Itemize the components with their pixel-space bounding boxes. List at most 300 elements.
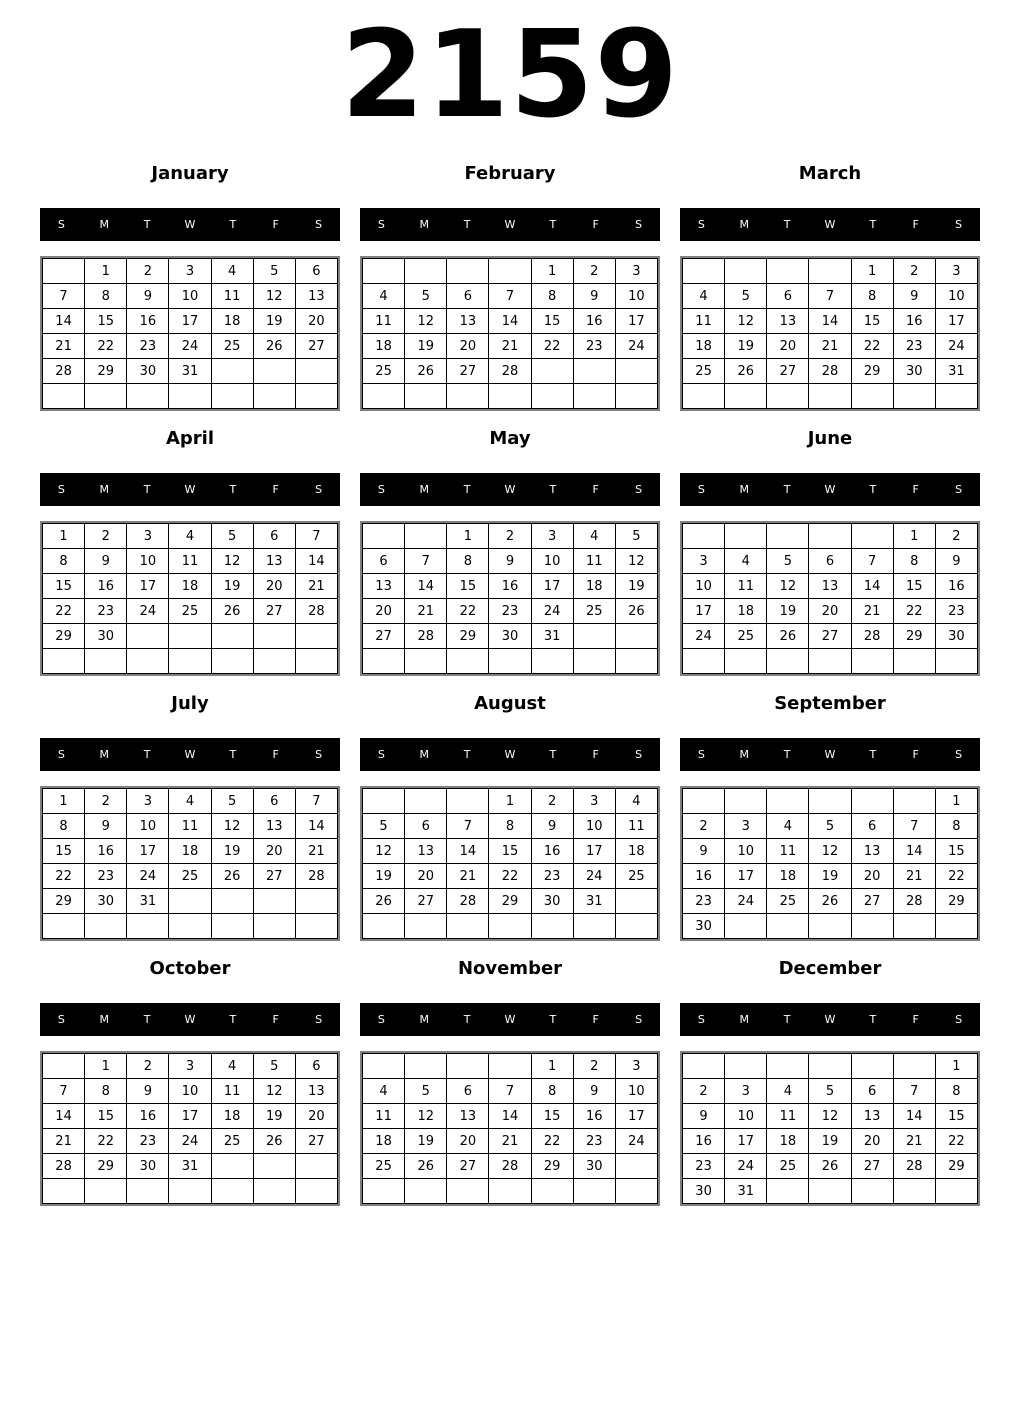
week-row <box>43 789 338 814</box>
week-row <box>43 839 338 864</box>
empty-day-cell <box>295 914 337 939</box>
empty-day-cell <box>489 384 531 409</box>
day-cell: 4 <box>615 789 657 814</box>
day-cell: 11 <box>211 284 253 309</box>
empty-day-cell <box>851 1054 893 1079</box>
empty-day-cell <box>683 259 725 284</box>
week-row <box>683 1179 978 1204</box>
empty-day-cell <box>43 1054 85 1079</box>
day-cell: 23 <box>531 864 573 889</box>
weekday-label: F <box>912 483 919 496</box>
weekday-label: T <box>229 1013 237 1026</box>
empty-day-cell <box>935 649 977 674</box>
day-cell: 20 <box>363 599 405 624</box>
empty-day-cell <box>893 914 935 939</box>
week-row <box>43 259 338 284</box>
day-cell: 4 <box>211 1054 253 1079</box>
empty-day-cell <box>767 789 809 814</box>
empty-day-cell <box>573 1179 615 1204</box>
empty-day-cell <box>809 259 851 284</box>
day-cell: 19 <box>253 1104 295 1129</box>
empty-day-cell <box>363 259 405 284</box>
week-row <box>43 814 338 839</box>
day-cell: 25 <box>169 864 211 889</box>
empty-day-cell <box>531 649 573 674</box>
weekday-label: S <box>57 1013 65 1026</box>
week-row <box>43 334 338 359</box>
empty-day-cell <box>169 649 211 674</box>
month-july <box>40 690 340 941</box>
day-cell: 11 <box>767 1104 809 1129</box>
day-cell: 13 <box>767 309 809 334</box>
day-cell: 29 <box>935 889 977 914</box>
empty-day-cell <box>363 1179 405 1204</box>
day-cell: 10 <box>169 1079 211 1104</box>
weekday-label: S <box>377 1013 385 1026</box>
day-cell: 9 <box>573 1079 615 1104</box>
month-title: October <box>149 958 231 979</box>
calendar-table <box>42 258 338 409</box>
day-cell: 2 <box>573 1054 615 1079</box>
day-cell: 21 <box>295 574 337 599</box>
day-cell: 25 <box>683 359 725 384</box>
empty-day-cell <box>767 384 809 409</box>
empty-day-cell <box>211 1154 253 1179</box>
day-cell: 28 <box>893 889 935 914</box>
day-cell: 18 <box>615 839 657 864</box>
day-cell: 14 <box>809 309 851 334</box>
day-cell: 15 <box>851 309 893 334</box>
weekday-header <box>680 738 980 771</box>
day-cell: 19 <box>211 839 253 864</box>
day-cell: 30 <box>85 624 127 649</box>
month-april <box>40 425 340 676</box>
day-cell: 15 <box>447 574 489 599</box>
week-row <box>363 384 658 409</box>
day-cell: 28 <box>43 359 85 384</box>
day-cell: 8 <box>447 549 489 574</box>
empty-day-cell <box>405 524 447 549</box>
day-cell: 19 <box>405 334 447 359</box>
week-row <box>683 789 978 814</box>
day-cell: 30 <box>935 624 977 649</box>
day-cell: 10 <box>127 549 169 574</box>
day-cell: 15 <box>531 1104 573 1129</box>
day-cell: 31 <box>127 889 169 914</box>
empty-day-cell <box>363 524 405 549</box>
week-row <box>363 889 658 914</box>
day-cell: 14 <box>43 1104 85 1129</box>
day-cell: 18 <box>767 864 809 889</box>
week-row <box>363 649 658 674</box>
weekday-label: S <box>955 1013 963 1026</box>
day-cell: 5 <box>253 259 295 284</box>
day-cell: 14 <box>893 839 935 864</box>
empty-day-cell <box>295 624 337 649</box>
day-cell: 2 <box>489 524 531 549</box>
week-row <box>43 574 338 599</box>
calendar-grid <box>680 1051 980 1206</box>
day-cell: 1 <box>489 789 531 814</box>
day-cell: 12 <box>405 1104 447 1129</box>
day-cell: 9 <box>85 549 127 574</box>
day-cell: 28 <box>295 599 337 624</box>
week-row <box>43 1054 338 1079</box>
day-cell: 27 <box>295 334 337 359</box>
week-row <box>363 284 658 309</box>
day-cell: 4 <box>169 524 211 549</box>
empty-day-cell <box>809 914 851 939</box>
empty-day-cell <box>295 1154 337 1179</box>
day-cell: 21 <box>851 599 893 624</box>
day-cell: 6 <box>447 1079 489 1104</box>
week-row <box>363 1054 658 1079</box>
day-cell: 8 <box>85 1079 127 1104</box>
day-cell: 26 <box>253 334 295 359</box>
day-cell: 26 <box>211 599 253 624</box>
weekday-label: S <box>57 483 65 496</box>
day-cell: 3 <box>169 259 211 284</box>
empty-day-cell <box>363 384 405 409</box>
day-cell: 8 <box>531 284 573 309</box>
weekday-label: T <box>783 218 791 231</box>
week-row <box>43 624 338 649</box>
weekday-header <box>360 208 660 241</box>
month-february <box>360 160 660 411</box>
day-cell: 1 <box>851 259 893 284</box>
empty-day-cell <box>573 649 615 674</box>
day-cell: 30 <box>683 1179 725 1204</box>
day-cell: 31 <box>169 359 211 384</box>
day-cell: 30 <box>531 889 573 914</box>
day-cell: 14 <box>489 309 531 334</box>
weekday-label: W <box>504 748 516 761</box>
day-cell: 2 <box>85 789 127 814</box>
day-cell: 14 <box>405 574 447 599</box>
weekday-label: F <box>272 748 279 761</box>
day-cell: 1 <box>893 524 935 549</box>
day-cell: 8 <box>531 1079 573 1104</box>
weekday-label: F <box>912 218 919 231</box>
empty-day-cell <box>683 384 725 409</box>
day-cell: 12 <box>253 284 295 309</box>
day-cell: 20 <box>405 864 447 889</box>
empty-day-cell <box>43 259 85 284</box>
weekday-label: S <box>315 218 323 231</box>
week-row <box>683 814 978 839</box>
day-cell: 13 <box>405 839 447 864</box>
day-cell: 17 <box>615 309 657 334</box>
empty-day-cell <box>295 889 337 914</box>
day-cell: 15 <box>85 309 127 334</box>
week-row <box>683 649 978 674</box>
day-cell: 5 <box>809 814 851 839</box>
weekday-label: F <box>592 483 599 496</box>
week-row <box>363 1154 658 1179</box>
day-cell: 7 <box>893 1079 935 1104</box>
weekday-label: W <box>184 483 196 496</box>
month-december <box>680 955 980 1206</box>
day-cell: 23 <box>573 334 615 359</box>
weekday-header <box>680 1003 980 1036</box>
empty-day-cell <box>893 1179 935 1204</box>
day-cell: 9 <box>573 284 615 309</box>
day-cell: 23 <box>683 889 725 914</box>
calendar-grid <box>680 786 980 941</box>
day-cell: 22 <box>85 334 127 359</box>
empty-day-cell <box>809 524 851 549</box>
day-cell: 7 <box>809 284 851 309</box>
weekday-label: S <box>635 748 643 761</box>
day-cell: 21 <box>43 334 85 359</box>
day-cell: 5 <box>725 284 767 309</box>
day-cell: 4 <box>683 284 725 309</box>
empty-day-cell <box>573 384 615 409</box>
weekday-label: T <box>143 1013 151 1026</box>
day-cell: 30 <box>489 624 531 649</box>
day-cell: 25 <box>363 1154 405 1179</box>
day-cell: 20 <box>447 1129 489 1154</box>
day-cell: 31 <box>573 889 615 914</box>
empty-day-cell <box>253 649 295 674</box>
day-cell: 6 <box>295 259 337 284</box>
calendar-table <box>42 1053 338 1204</box>
day-cell: 20 <box>767 334 809 359</box>
day-cell: 17 <box>725 864 767 889</box>
day-cell: 1 <box>85 259 127 284</box>
week-row <box>683 574 978 599</box>
day-cell: 12 <box>363 839 405 864</box>
day-cell: 10 <box>169 284 211 309</box>
day-cell: 1 <box>531 1054 573 1079</box>
week-row <box>683 334 978 359</box>
day-cell: 16 <box>531 839 573 864</box>
day-cell: 24 <box>127 599 169 624</box>
weekday-label: S <box>697 483 705 496</box>
day-cell: 11 <box>363 309 405 334</box>
day-cell: 26 <box>615 599 657 624</box>
empty-day-cell <box>169 889 211 914</box>
day-cell: 19 <box>405 1129 447 1154</box>
day-cell: 18 <box>211 309 253 334</box>
empty-day-cell <box>851 789 893 814</box>
weekday-label: S <box>955 483 963 496</box>
day-cell: 11 <box>211 1079 253 1104</box>
day-cell: 28 <box>893 1154 935 1179</box>
day-cell: 21 <box>489 334 531 359</box>
weekday-label: T <box>869 218 877 231</box>
day-cell: 21 <box>893 864 935 889</box>
weekday-label: T <box>549 483 557 496</box>
empty-day-cell <box>447 914 489 939</box>
day-cell: 18 <box>767 1129 809 1154</box>
day-cell: 5 <box>253 1054 295 1079</box>
day-cell: 18 <box>573 574 615 599</box>
empty-day-cell <box>725 789 767 814</box>
day-cell: 16 <box>573 309 615 334</box>
empty-day-cell <box>405 384 447 409</box>
day-cell: 12 <box>725 309 767 334</box>
day-cell: 9 <box>489 549 531 574</box>
day-cell: 2 <box>683 814 725 839</box>
day-cell: 4 <box>767 1079 809 1104</box>
day-cell: 9 <box>127 284 169 309</box>
empty-day-cell <box>43 914 85 939</box>
day-cell: 16 <box>127 309 169 334</box>
day-cell: 13 <box>363 574 405 599</box>
empty-day-cell <box>405 1054 447 1079</box>
weekday-label: M <box>739 1013 750 1026</box>
week-row <box>363 814 658 839</box>
calendar-grid <box>680 521 980 676</box>
empty-day-cell <box>893 789 935 814</box>
day-cell: 2 <box>683 1079 725 1104</box>
week-row <box>363 549 658 574</box>
calendar-grid <box>360 786 660 941</box>
day-cell: 17 <box>169 309 211 334</box>
day-cell: 7 <box>447 814 489 839</box>
day-cell: 7 <box>295 524 337 549</box>
day-cell: 9 <box>683 1104 725 1129</box>
day-cell: 16 <box>683 864 725 889</box>
day-cell: 18 <box>363 1129 405 1154</box>
day-cell: 16 <box>489 574 531 599</box>
day-cell: 31 <box>169 1154 211 1179</box>
day-cell: 22 <box>531 1129 573 1154</box>
week-row <box>43 1079 338 1104</box>
week-row <box>683 284 978 309</box>
month-january <box>40 160 340 411</box>
day-cell: 24 <box>683 624 725 649</box>
calendar-grid <box>360 521 660 676</box>
day-cell: 27 <box>447 359 489 384</box>
empty-day-cell <box>809 649 851 674</box>
weekday-label: M <box>99 1013 110 1026</box>
day-cell: 14 <box>295 549 337 574</box>
week-row <box>683 889 978 914</box>
day-cell: 23 <box>935 599 977 624</box>
day-cell: 6 <box>363 549 405 574</box>
day-cell: 27 <box>447 1154 489 1179</box>
day-cell: 7 <box>851 549 893 574</box>
day-cell: 26 <box>767 624 809 649</box>
empty-day-cell <box>573 914 615 939</box>
day-cell: 12 <box>809 839 851 864</box>
empty-day-cell <box>615 889 657 914</box>
empty-day-cell <box>363 649 405 674</box>
day-cell: 25 <box>767 1154 809 1179</box>
weekday-label: S <box>635 1013 643 1026</box>
day-cell: 8 <box>935 814 977 839</box>
weekday-label: S <box>635 218 643 231</box>
empty-day-cell <box>363 1054 405 1079</box>
day-cell: 25 <box>725 624 767 649</box>
day-cell: 27 <box>363 624 405 649</box>
week-row <box>43 889 338 914</box>
month-title: August <box>474 693 546 714</box>
empty-day-cell <box>447 1179 489 1204</box>
day-cell: 13 <box>253 549 295 574</box>
day-cell: 12 <box>405 309 447 334</box>
weekday-label: M <box>739 748 750 761</box>
day-cell: 4 <box>725 549 767 574</box>
empty-day-cell <box>767 1179 809 1204</box>
empty-day-cell <box>253 1179 295 1204</box>
empty-day-cell <box>489 1054 531 1079</box>
day-cell: 9 <box>531 814 573 839</box>
day-cell: 10 <box>725 1104 767 1129</box>
day-cell: 21 <box>489 1129 531 1154</box>
day-cell: 22 <box>489 864 531 889</box>
weekday-label: M <box>419 748 430 761</box>
day-cell: 17 <box>169 1104 211 1129</box>
day-cell: 30 <box>683 914 725 939</box>
calendar-table <box>682 258 978 409</box>
day-cell: 8 <box>43 814 85 839</box>
day-cell: 23 <box>683 1154 725 1179</box>
weekday-label: T <box>783 748 791 761</box>
calendar-table <box>362 1053 658 1204</box>
day-cell: 24 <box>935 334 977 359</box>
day-cell: 17 <box>127 839 169 864</box>
empty-day-cell <box>253 624 295 649</box>
day-cell: 21 <box>447 864 489 889</box>
day-cell: 21 <box>405 599 447 624</box>
day-cell: 28 <box>405 624 447 649</box>
weekday-label: T <box>783 483 791 496</box>
day-cell: 2 <box>127 1054 169 1079</box>
day-cell: 10 <box>573 814 615 839</box>
day-cell: 29 <box>893 624 935 649</box>
weekday-header <box>40 208 340 241</box>
day-cell: 27 <box>253 599 295 624</box>
week-row <box>683 359 978 384</box>
day-cell: 22 <box>893 599 935 624</box>
day-cell: 9 <box>683 839 725 864</box>
day-cell: 8 <box>893 549 935 574</box>
week-row <box>43 649 338 674</box>
day-cell: 16 <box>127 1104 169 1129</box>
empty-day-cell <box>85 914 127 939</box>
week-row <box>363 359 658 384</box>
month-november <box>360 955 660 1206</box>
day-cell: 14 <box>43 309 85 334</box>
day-cell: 18 <box>169 574 211 599</box>
day-cell: 19 <box>363 864 405 889</box>
day-cell: 3 <box>531 524 573 549</box>
day-cell: 25 <box>169 599 211 624</box>
day-cell: 22 <box>935 864 977 889</box>
day-cell: 2 <box>85 524 127 549</box>
day-cell: 9 <box>85 814 127 839</box>
weekday-label: M <box>419 218 430 231</box>
day-cell: 3 <box>573 789 615 814</box>
day-cell: 22 <box>935 1129 977 1154</box>
empty-day-cell <box>447 1054 489 1079</box>
day-cell: 14 <box>447 839 489 864</box>
day-cell: 5 <box>363 814 405 839</box>
day-cell: 1 <box>43 789 85 814</box>
week-row <box>43 359 338 384</box>
day-cell: 2 <box>893 259 935 284</box>
empty-day-cell <box>211 359 253 384</box>
day-cell: 30 <box>85 889 127 914</box>
day-cell: 18 <box>169 839 211 864</box>
day-cell: 6 <box>295 1054 337 1079</box>
weekday-label: T <box>463 483 471 496</box>
weekday-label: T <box>783 1013 791 1026</box>
weekday-label: T <box>463 218 471 231</box>
